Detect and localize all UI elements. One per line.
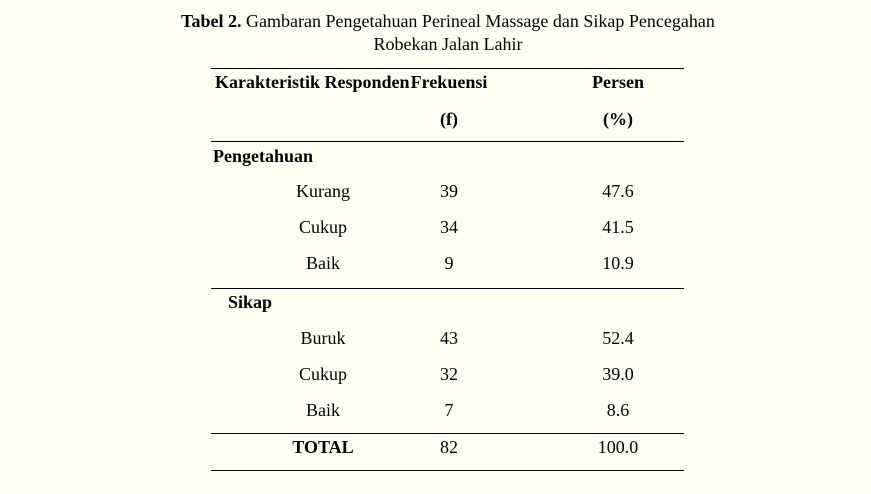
row-percent: 39.0 <box>602 364 634 384</box>
header-bottom-rule <box>211 141 684 142</box>
header-frekuensi-unit: (f) <box>440 109 458 129</box>
row-frequency: 32 <box>440 364 458 384</box>
group-title-pengetahuan: Pengetahuan <box>213 146 314 166</box>
row-frequency: 9 <box>444 253 454 273</box>
row-percent: 47.6 <box>602 181 634 201</box>
caption-title: Gambaran Pengetahuan Perineal Massage dan Sikap Pencegahan <box>246 11 715 31</box>
row-percent: 41.5 <box>602 217 634 237</box>
total-percent: 100.0 <box>597 437 639 457</box>
caption-line-1 <box>0 10 871 33</box>
group-title-sikap: Sikap <box>228 292 273 312</box>
row-percent: 10.9 <box>602 253 634 273</box>
row-frequency: 39 <box>440 181 458 201</box>
row-percent: 52.4 <box>602 328 634 348</box>
header-persen-unit: (%) <box>603 109 633 129</box>
table-bottom-rule <box>211 470 684 471</box>
header-persen: Persen <box>592 72 644 92</box>
row-label: Cukup <box>298 364 347 384</box>
total-label: TOTAL <box>292 437 354 457</box>
header-karakteristik: Karakteristik Responden <box>215 72 410 92</box>
caption-line-2: Robekan Jalan Lahir <box>373 34 523 54</box>
row-label: Baik <box>306 400 340 420</box>
row-label: Baik <box>306 253 340 273</box>
row-label: Buruk <box>300 328 346 348</box>
table-caption <box>0 10 871 56</box>
table-top-rule <box>211 68 684 69</box>
total-frequency: 82 <box>440 437 458 457</box>
row-label: Kurang <box>296 181 350 201</box>
row-percent: 8.6 <box>606 400 630 420</box>
row-label: Cukup <box>298 217 347 237</box>
header-frekuensi: Frekuensi <box>410 72 488 92</box>
row-frequency: 34 <box>440 217 458 237</box>
row-frequency: 7 <box>444 400 454 420</box>
group-divider-rule <box>211 288 684 289</box>
caption-label: Tabel 2. <box>181 11 242 31</box>
total-top-rule <box>211 433 684 434</box>
row-frequency: 43 <box>440 328 458 348</box>
